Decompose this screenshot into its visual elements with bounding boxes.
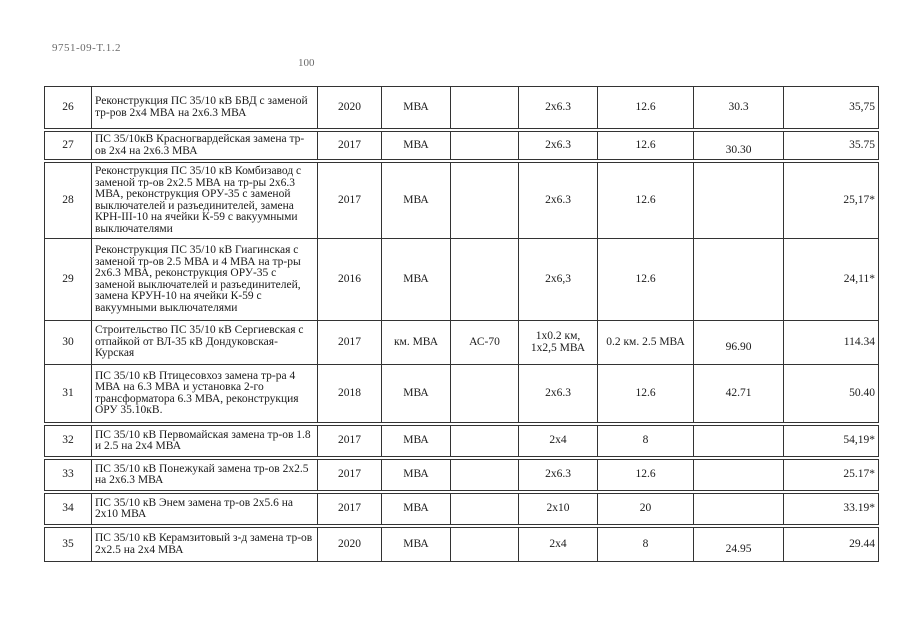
- row-number: 35: [45, 528, 92, 562]
- quantity-cell: 2х10: [519, 494, 598, 525]
- wire-cell: [451, 132, 519, 160]
- year-cell: 2020: [318, 528, 382, 562]
- project-name: ПС 35/10кВ Красногвардейская замена тр-ов 2х4 на 2х6.3 МВА: [92, 132, 318, 160]
- quantity-cell: 2х6.3: [519, 365, 598, 423]
- wire-cell: [451, 365, 519, 423]
- project-name: Реконструкция ПС 35/10 кВ Комбизавод с заменой тр-ов 2х2.5 МВА на тр-ры 2х6.3 МВА, реконструкция ОРУ-35 с заменой выключателей и разъединителей, замена КРН-III-10 на ячейки К-59 с вакуумными выключателями: [92, 163, 318, 239]
- capacity-cell: 12.6: [598, 460, 694, 491]
- project-name: ПС 35/10 кВ Энем замена тр-ов 2х5.6 на 2х10 МВА: [92, 494, 318, 525]
- year-cell: 2017: [318, 426, 382, 457]
- table-row: [45, 365, 879, 423]
- unit-cell: МВА: [382, 163, 451, 239]
- cost-cell: 30.30: [694, 132, 784, 160]
- table-row: [45, 163, 879, 239]
- table-row: [45, 426, 879, 457]
- quantity-cell: 2х6.3: [519, 460, 598, 491]
- unit-cell: МВА: [382, 132, 451, 160]
- cost-cell: [694, 239, 784, 321]
- row-number: 26: [45, 87, 92, 129]
- year-cell: 2020: [318, 87, 382, 129]
- wire-cell: [451, 460, 519, 491]
- row-number: 27: [45, 132, 92, 160]
- row-number: 33: [45, 460, 92, 491]
- project-name: ПС 35/10 кВ Первомайская замена тр-ов 1.8 и 2.5 на 2х4 МВА: [92, 426, 318, 457]
- cost-cell: 30.3: [694, 87, 784, 129]
- table-row: [45, 239, 879, 321]
- project-name: Строительство ПС 35/10 кВ Сергиевская с отпайкой от ВЛ-35 кВ Дондуковская-Курская: [92, 321, 318, 365]
- table-row: [45, 132, 879, 160]
- year-cell: 2017: [318, 321, 382, 365]
- unit-cell: МВА: [382, 460, 451, 491]
- total-cost-cell: 54,19*: [784, 426, 879, 457]
- total-cost-cell: 114.34: [784, 321, 879, 365]
- wire-cell: [451, 426, 519, 457]
- cost-cell: 42.71: [694, 365, 784, 423]
- project-name: ПС 35/10 кВ Понежукай замена тр-ов 2х2.5 на 2х6.3 МВА: [92, 460, 318, 491]
- cost-cell: 96.90: [694, 321, 784, 365]
- quantity-cell: 2х6.3: [519, 87, 598, 129]
- row-number: 29: [45, 239, 92, 321]
- table-row: [45, 528, 879, 562]
- wire-cell: [451, 163, 519, 239]
- cost-cell: [694, 426, 784, 457]
- quantity-cell: 2х6,3: [519, 239, 598, 321]
- quantity-cell: 2х6.3: [519, 163, 598, 239]
- total-cost-cell: 35.75: [784, 132, 879, 160]
- year-cell: 2017: [318, 494, 382, 525]
- quantity-cell: 2х6.3: [519, 132, 598, 160]
- capacity-cell: 8: [598, 426, 694, 457]
- project-name: ПС 35/10 кВ Птицесовхоз замена тр-ра 4 МВА на 6.3 МВА и установка 2-го трансформатора 6.3 МВА, реконструкция ОРУ 35.10кВ.: [92, 365, 318, 423]
- total-cost-cell: 29.44: [784, 528, 879, 562]
- project-name: ПС 35/10 кВ Керамзитовый з-д замена тр-ов 2х2.5 на 2х4 МВА: [92, 528, 318, 562]
- row-number: 30: [45, 321, 92, 365]
- unit-cell: МВА: [382, 239, 451, 321]
- year-cell: 2017: [318, 163, 382, 239]
- quantity-cell: 2х4: [519, 528, 598, 562]
- investment-table: [44, 86, 879, 562]
- cost-cell: 24.95: [694, 528, 784, 562]
- quantity-cell: 2х4: [519, 426, 598, 457]
- wire-cell: АС-70: [451, 321, 519, 365]
- total-cost-cell: 50.40: [784, 365, 879, 423]
- capacity-cell: 12.6: [598, 239, 694, 321]
- unit-cell: МВА: [382, 426, 451, 457]
- year-cell: 2018: [318, 365, 382, 423]
- table-row: [45, 494, 879, 525]
- wire-cell: [451, 87, 519, 129]
- capacity-cell: 20: [598, 494, 694, 525]
- year-cell: 2017: [318, 460, 382, 491]
- row-number: 31: [45, 365, 92, 423]
- unit-cell: МВА: [382, 528, 451, 562]
- total-cost-cell: 25.17*: [784, 460, 879, 491]
- unit-cell: км. МВА: [382, 321, 451, 365]
- table-row: [45, 460, 879, 491]
- project-name: Реконструкция ПС 35/10 кВ Гиагинская с заменой тр-ов 2.5 МВА и 4 МВА на тр-ры 2х6.3 МВА, реконструкция ОРУ-35 с заменой выключателей и разъединителей, замена КРУН-10 на ячейки К-59 с вакуумными выключателями: [92, 239, 318, 321]
- cost-cell: [694, 460, 784, 491]
- table-row: [45, 87, 879, 129]
- capacity-cell: 12.6: [598, 163, 694, 239]
- total-cost-cell: 24,11*: [784, 239, 879, 321]
- capacity-cell: 8: [598, 528, 694, 562]
- capacity-cell: 12.6: [598, 87, 694, 129]
- page-number: 100: [298, 57, 315, 69]
- project-name: Реконструкция ПС 35/10 кВ БВД с заменой тр-ров 2х4 МВА на 2х6.3 МВА: [92, 87, 318, 129]
- row-number: 32: [45, 426, 92, 457]
- quantity-cell: 1х0.2 км, 1х2,5 МВА: [519, 321, 598, 365]
- year-cell: 2017: [318, 132, 382, 160]
- row-number: 34: [45, 494, 92, 525]
- capacity-cell: 12.6: [598, 132, 694, 160]
- unit-cell: МВА: [382, 365, 451, 423]
- wire-cell: [451, 528, 519, 562]
- wire-cell: [451, 239, 519, 321]
- year-cell: 2016: [318, 239, 382, 321]
- wire-cell: [451, 494, 519, 525]
- cost-cell: [694, 163, 784, 239]
- table-row: [45, 321, 879, 365]
- capacity-cell: 0.2 км. 2.5 МВА: [598, 321, 694, 365]
- unit-cell: МВА: [382, 494, 451, 525]
- total-cost-cell: 25,17*: [784, 163, 879, 239]
- total-cost-cell: 35,75: [784, 87, 879, 129]
- cost-cell: [694, 494, 784, 525]
- total-cost-cell: 33.19*: [784, 494, 879, 525]
- capacity-cell: 12.6: [598, 365, 694, 423]
- row-number: 28: [45, 163, 92, 239]
- unit-cell: МВА: [382, 87, 451, 129]
- document-code: 9751-09-Т.1.2: [52, 42, 121, 54]
